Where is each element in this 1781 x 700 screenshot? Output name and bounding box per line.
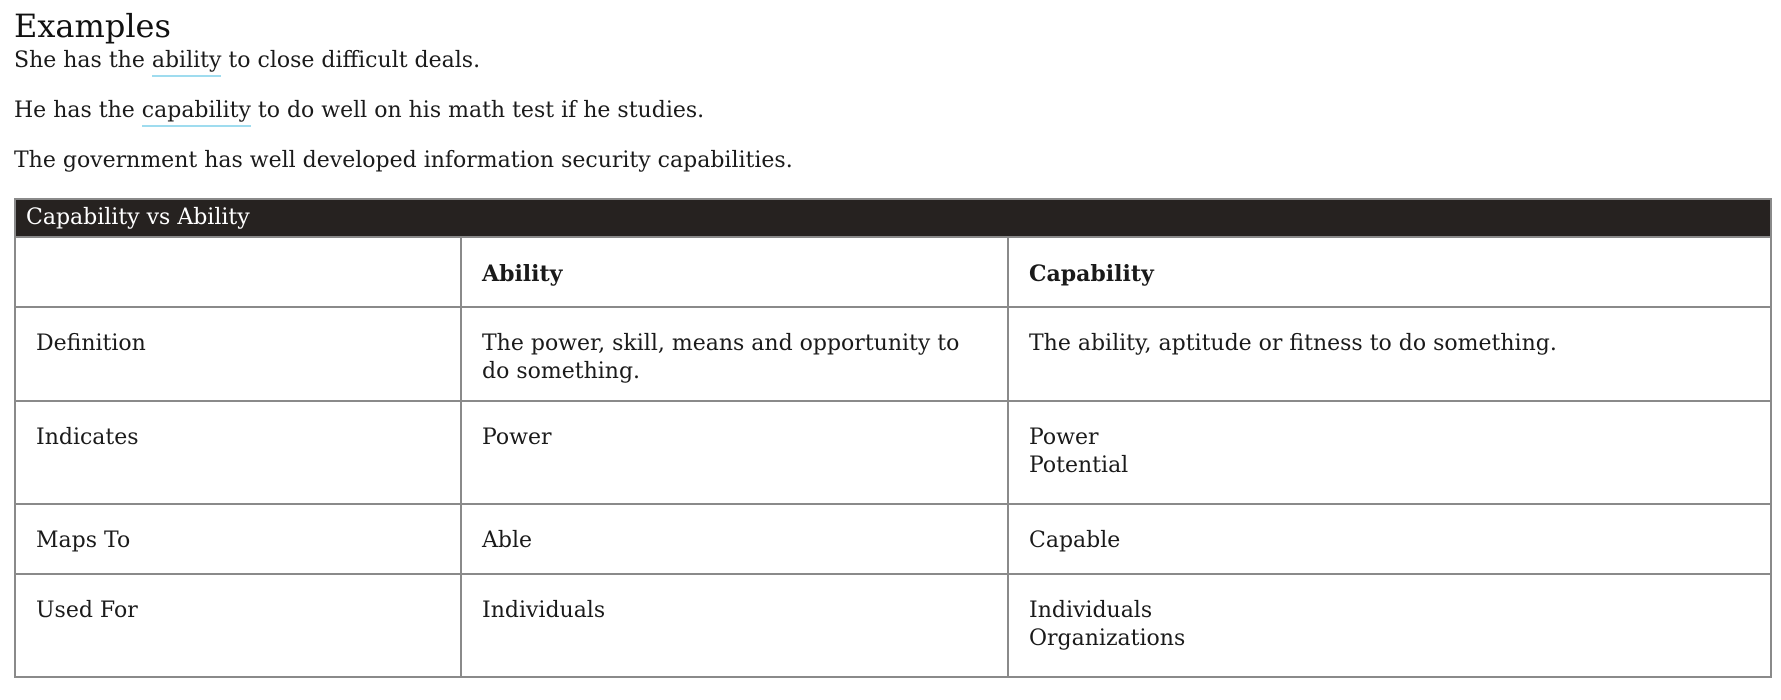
- capability-cell: Individuals Organizations: [1008, 574, 1771, 677]
- section-heading: Examples: [14, 7, 171, 45]
- keyword-link-capability[interactable]: capability: [142, 98, 251, 127]
- ability-cell: Able: [461, 504, 1008, 574]
- ability-cell: Individuals: [461, 574, 1008, 677]
- table-row: [15, 574, 1771, 677]
- table-caption: Capability vs Ability: [14, 198, 1772, 236]
- header-cell-capability: Capability: [1008, 237, 1771, 307]
- comparison-table: [14, 198, 1772, 678]
- example-sentence-1: She has the ability to close difficult deals.: [14, 48, 1770, 74]
- ability-cell: Power: [461, 401, 1008, 504]
- capability-cell: The ability, aptitude or fitness to do something.: [1008, 307, 1771, 401]
- table-header-row: [15, 237, 1771, 307]
- header-cell-ability: Ability: [461, 237, 1008, 307]
- row-label: Maps To: [15, 504, 461, 574]
- article-content: [14, 4, 1770, 678]
- row-label: Definition: [15, 307, 461, 401]
- header-cell-empty: [15, 237, 461, 307]
- example-sentence-2: He has the capability to do well on his math test if he studies.: [14, 98, 1770, 124]
- table-row: [15, 504, 1771, 574]
- row-label: Indicates: [15, 401, 461, 504]
- ability-cell: The power, skill, means and opportunity to do something.: [461, 307, 1008, 401]
- capability-cell: Capable: [1008, 504, 1771, 574]
- row-label: Used For: [15, 574, 461, 677]
- example-sentence-3: The government has well developed information security capabilities.: [14, 148, 793, 173]
- table-row: [15, 307, 1771, 401]
- capability-cell: Power Potential: [1008, 401, 1771, 504]
- keyword-link-ability[interactable]: ability: [152, 48, 222, 77]
- table-row: [15, 401, 1771, 504]
